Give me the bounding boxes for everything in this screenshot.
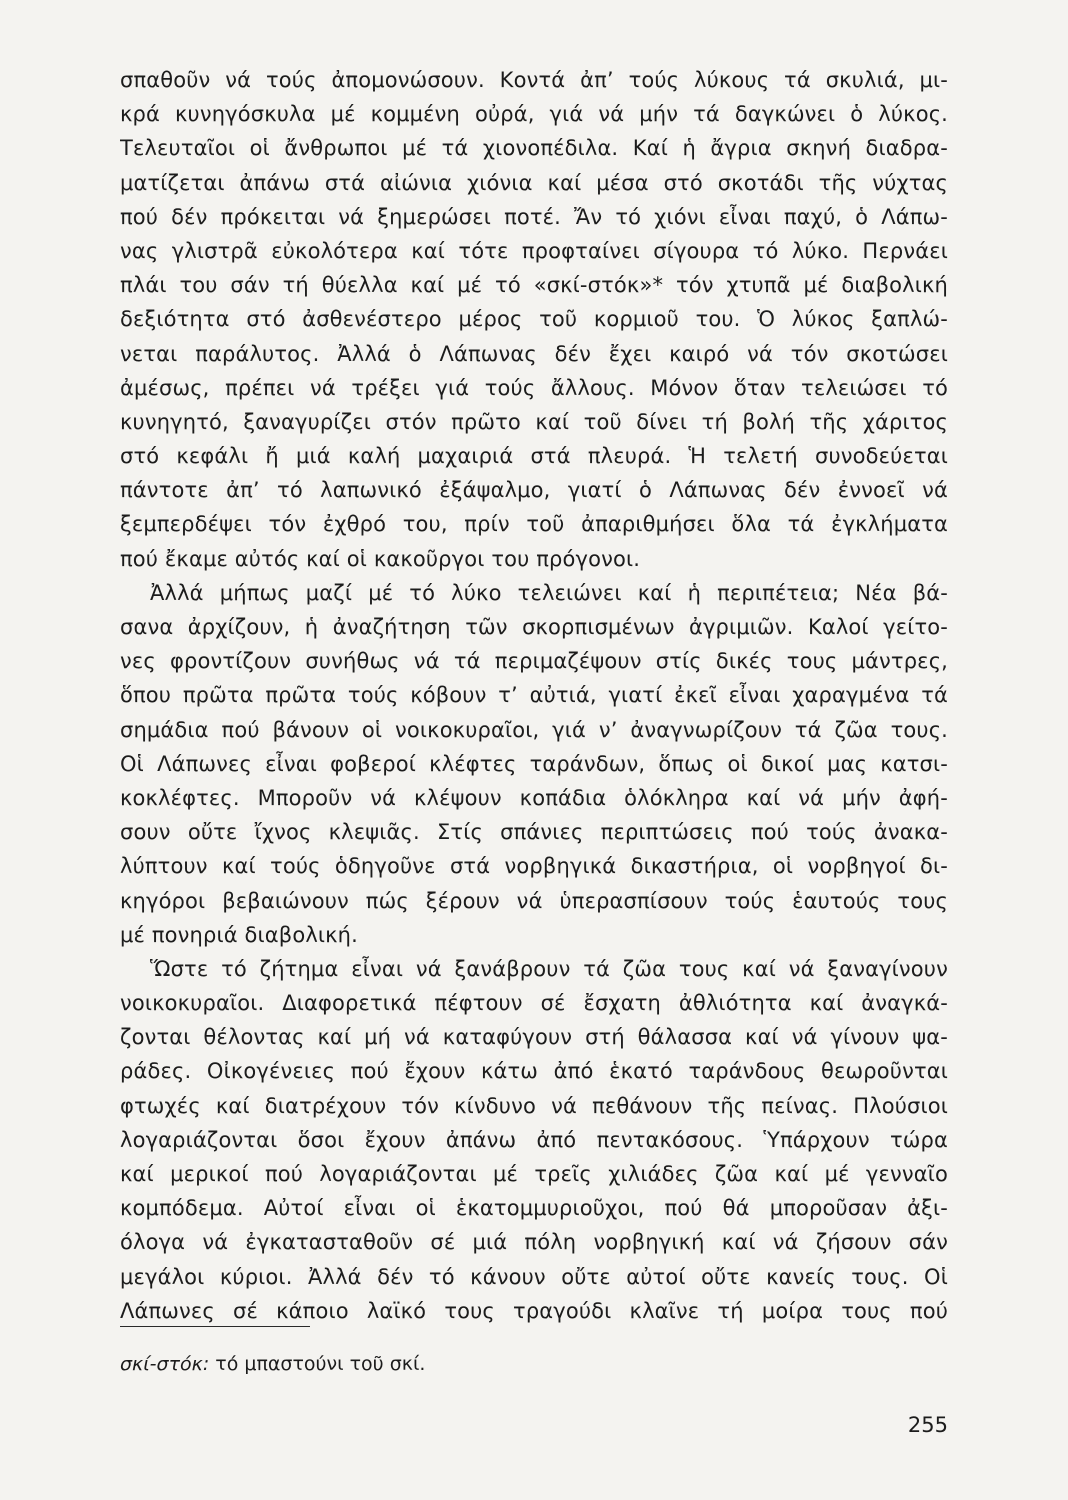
- text-line: κυνηγητό, ξαναγυρίζει στόν πρῶτο καί τοῦ δίνει τή βολή τῆς χάριτος: [120, 409, 948, 434]
- text-line: ματίζεται ἀπάνω στά αἰώνια χιόνια καί μέσα στό σκοτάδι τῆς νύχτας: [120, 170, 948, 195]
- text-line: Τελευταῖοι οἱ ἄνθρωποι μέ τά χιονοπέδιλα. Καί ἡ ἄγρια σκηνή διαδρα-: [120, 136, 948, 161]
- text-line: καί μερικοί πού λογαριάζονται μέ τρεῖς χιλιάδες ζῶα καί μέ γενναῖο: [120, 1162, 948, 1186]
- text-line: σουν οὔτε ἴχνος κλεψιᾶς. Στίς σπάνιες περιπτώσεις πού τούς ἀνακα-: [120, 820, 948, 845]
- text-line: νας γλιστρᾶ εὐκολότερα καί τότε προφταίνει σίγουρα τό λύκο. Περνάει: [120, 238, 948, 263]
- text-line: ὅπου πρῶτα πρῶτα τούς κόβουν τ’ αὐτιά, γιατί ἐκεῖ εἶναι χαραγμένα τά: [120, 683, 948, 708]
- text-line: κρά κυνηγόσκυλα μέ κομμένη οὐρά, γιά νά μήν τά δαγκώνει ὁ λύκος.: [120, 102, 948, 127]
- text-line: κοκλέφτες. Μποροῦν νά κλέψουν κοπάδια ὁλόκληρα καί νά μήν ἀφή-: [120, 785, 948, 810]
- body-text: [120, 63, 948, 1328]
- footnote: [120, 1350, 425, 1378]
- text-line: νοικοκυραῖοι. Διαφορετικά πέφτουν σέ ἔσχατη ἀθλιότητα καί ἀναγκά-: [120, 991, 948, 1016]
- text-line: όλογα νά ἐγκατασταθοῦν σέ μιά πόλη νορβηγική καί νά ζήσουν σάν: [120, 1230, 948, 1255]
- text-line: λογαριάζονται ὅσοι ἔχουν ἀπάνω ἀπό πεντακόσους. Ὑπάρχουν τώρα: [120, 1127, 948, 1152]
- text-line: Ἀλλά μήπως μαζί μέ τό λύκο τελειώνει καί ἡ περιπέτεια; Νέα βά-: [150, 580, 948, 605]
- text-line: πού δέν πρόκειται νά ξημερώσει ποτέ. Ἄν τό χιόνι εἶναι παχύ, ὁ Λάπω-: [120, 204, 948, 229]
- text-line: σανα ἀρχίζουν, ἡ ἀναζήτηση τῶν σκορπισμένων ἀγριμιῶν. Καλοί γείτο-: [120, 615, 948, 639]
- text-line: πάντοτε ἀπ’ τό λαπωνικό ἐξάψαλμο, γιατί ὁ Λάπωνας δέν ἐννοεῖ νά: [120, 478, 948, 503]
- text-line: δεξιότητα στό ἀσθενέστερο μέρος τοῦ κορμιοῦ του. Ὁ λύκος ξαπλώ-: [120, 307, 948, 332]
- text-line: νες φροντίζουν συνήθως νά τά περιμαζέψουν στίς δικές τους μάντρες,: [120, 649, 948, 674]
- footnote-term: σκί-στόκ:: [120, 1353, 210, 1375]
- text-line: σημάδια πού βάνουν οἱ νοικοκυραῖοι, γιά ν’ ἀναγνωρίζουν τά ζῶα τους.: [120, 717, 948, 742]
- page-number: 255: [907, 1413, 948, 1437]
- text-line: πλάι του σάν τή θύελλα καί μέ τό «σκί-στόκ»* τόν χτυπᾶ μέ διαβολική: [120, 273, 948, 298]
- footnote-divider: [120, 1326, 310, 1327]
- text-line: λύπτουν καί τούς ὁδηγοῦνε στά νορβηγικά δικαστήρια, οἱ νορβηγοί δι-: [120, 854, 948, 879]
- text-line: μεγάλοι κύριοι. Ἀλλά δέν τό κάνουν οὔτε αὐτοί οὔτε κανείς τους. Οἱ: [120, 1264, 948, 1289]
- text-line: κομπόδεμα. Αὐτοί εἶναι οἱ ἑκατομμυριοῦχοι, πού θά μποροῦσαν ἀξι-: [120, 1196, 948, 1221]
- text-line: Οἱ Λάπωνες εἶναι φοβεροί κλέφτες ταράνδων, ὅπως οἱ δικοί μας κατσι-: [120, 751, 948, 776]
- text-line: φτωχές καί διατρέχουν τόν κίνδυνο νά πεθάνουν τῆς πείνας. Πλούσιοι: [120, 1093, 948, 1118]
- text-line: Ὥστε τό ζήτημα εἶναι νά ξανάβρουν τά ζῶα τους καί νά ξαναγίνουν: [150, 956, 948, 981]
- text-line: μέ πονηριά διαβολική.: [120, 922, 358, 947]
- text-line: κηγόροι βεβαιώνουν πώς ξέρουν νά ὑπερασπίσουν τούς ἑαυτούς τους: [120, 888, 948, 913]
- text-line: στό κεφάλι ἤ μιά καλή μαχαιριά στά πλευρά. Ἡ τελετή συνοδεύεται: [120, 444, 948, 469]
- text-line: σπαθοῦν νά τούς ἀπομονώσουν. Κοντά ἀπ’ τούς λύκους τά σκυλιά, μι-: [120, 68, 948, 92]
- text-line: ἀμέσως, πρέπει νά τρέξει γιά τούς ἄλλους. Μόνον ὅταν τελειώσει τό: [120, 375, 948, 400]
- text-line: νεται παράλυτος. Ἀλλά ὁ Λάπωνας δέν ἔχει καιρό νά τόν σκοτώσει: [120, 341, 948, 366]
- text-line: ξεμπερδέψει τόν ἐχθρό του, πρίν τοῦ ἀπαριθμήσει ὅλα τά ἐγκλήματα: [120, 512, 948, 537]
- text-line: πού ἔκαμε αὐτός καί οἱ κακοῦργοι του πρόγονοι.: [120, 546, 641, 571]
- text-line: ράδες. Οἰκογένειες πού ἔχουν κάτω ἀπό ἑκατό ταράνδους θεωροῦνται: [120, 1059, 948, 1084]
- footnote-definition: τό μπαστούνι τοῦ σκί.: [215, 1353, 426, 1375]
- text-line: Λάπωνες σέ κάποιο λαϊκό τους τραγούδι κλαῖνε τή μοίρα τους πού: [120, 1298, 948, 1323]
- text-line: ζονται θέλοντας καί μή νά καταφύγουν στή θάλασσα καί νά γίνουν ψα-: [120, 1025, 948, 1050]
